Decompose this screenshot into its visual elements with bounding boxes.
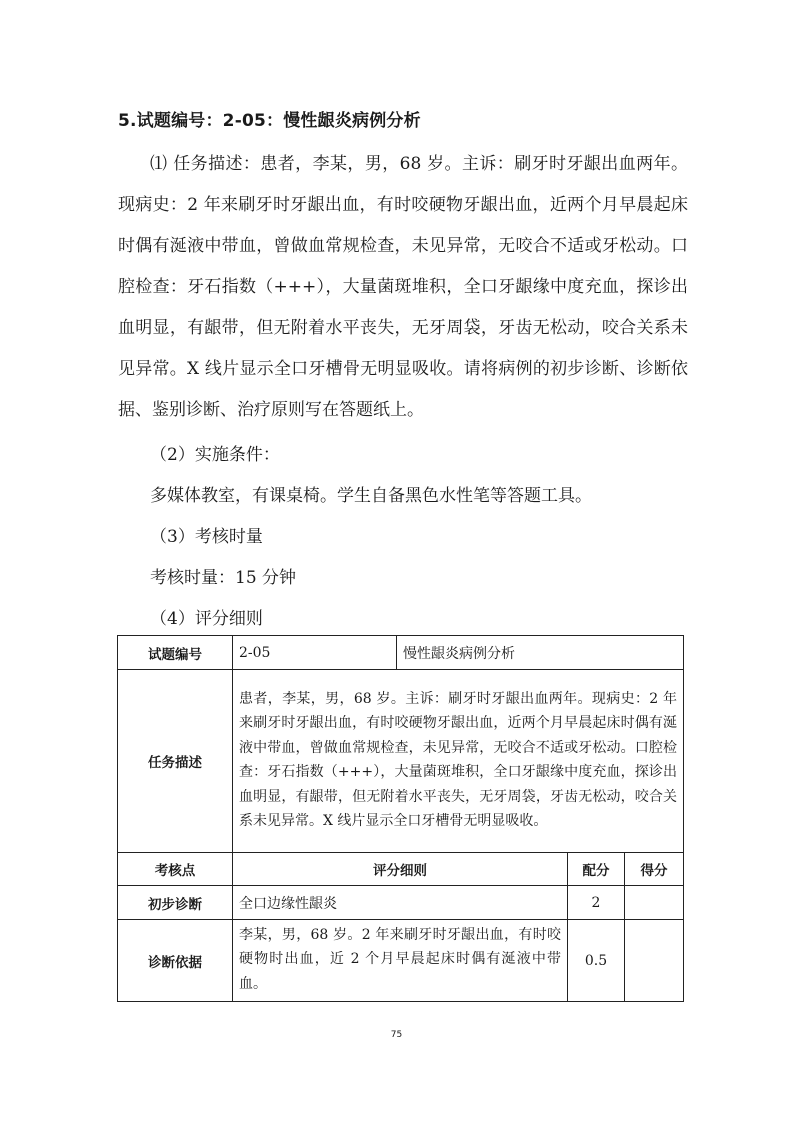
row-got: [625, 920, 684, 1002]
table-row-question-id: [118, 636, 684, 670]
row-point: 诊断依据: [118, 920, 233, 1002]
duration-content: 考核时量：15 分钟: [150, 568, 297, 588]
table-row: [118, 886, 684, 920]
question-id-code: 2-05: [233, 636, 397, 670]
table-header-row: [118, 853, 684, 886]
task-label: 任务描述: [118, 670, 233, 853]
header-score: 配分: [568, 853, 625, 886]
task-description-paragraph: ⑴ 任务描述：患者，李某，男，68 岁。主诉：刷牙时牙龈出血两年。现病史：2 年来刷牙时牙龈出血，有时咬硬物牙龈出血，近两个月早晨起床时偶有涎液中带血，曾做血常规检查，未见异常，无咬合不适或牙松动。口腔检查：牙石指数（+++），大量菌斑堆积，全口牙龈缘中度充血，探诊出血明显，有龈带，但无附着水平丧失，无牙周袋，牙齿无松动，咬合关系未见异常。X 线片显示全口牙槽骨无明显吸收。请将病例的初步诊断、诊断依据、鉴别诊断、治疗原则写在答题纸上。: [118, 154, 688, 420]
table-row-task: [118, 670, 684, 853]
question-heading: 5.试题编号：2-05：慢性龈炎病例分析: [118, 111, 421, 131]
question-id-name: 慢性龈炎病例分析: [397, 636, 684, 670]
question-id-label: 试题编号: [118, 636, 233, 670]
row-detail: 全口边缘性龈炎: [233, 886, 568, 920]
row-got: [625, 886, 684, 920]
task-content: 患者，李某，男，68 岁。主诉：刷牙时牙龈出血两年。现病史：2 年来刷牙时牙龈出血，有时咬硬物牙龈出血，近两个月早晨起床时偶有涎液中带血，曾做血常规检查，未见异常，无咬合不适或牙松动。口腔检查：牙石指数（+++），大量菌斑堆积，全口牙龈缘中度充血，探诊出血明显，有龈带，但无附着水平丧失，无牙周袋，牙齿无松动，咬合关系未见异常。X 线片显示全口牙槽骨无明显吸收。: [233, 670, 684, 853]
conditions-content: 多媒体教室，有课桌椅。学生自备黑色水性笔等答题工具。: [150, 486, 592, 506]
conditions-title: （2）实施条件：: [150, 445, 280, 465]
header-point: 考核点: [118, 853, 233, 886]
table-row: [118, 920, 684, 1002]
row-score: 0.5: [568, 920, 625, 1002]
row-point: 初步诊断: [118, 886, 233, 920]
duration-title: （3）考核时量: [150, 527, 263, 547]
scoring-table: [117, 635, 684, 1002]
row-detail: 李某，男，68 岁。2 年来刷牙时牙龈出血，有时咬硬物时出血，近 2 个月早晨起床时偶有涎液中带血。: [233, 920, 568, 1002]
page-number: 75: [390, 1030, 403, 1040]
row-score: 2: [568, 886, 625, 920]
header-detail: 评分细则: [233, 853, 568, 886]
rules-title: （4）评分细则: [150, 609, 263, 629]
header-got: 得分: [625, 853, 684, 886]
